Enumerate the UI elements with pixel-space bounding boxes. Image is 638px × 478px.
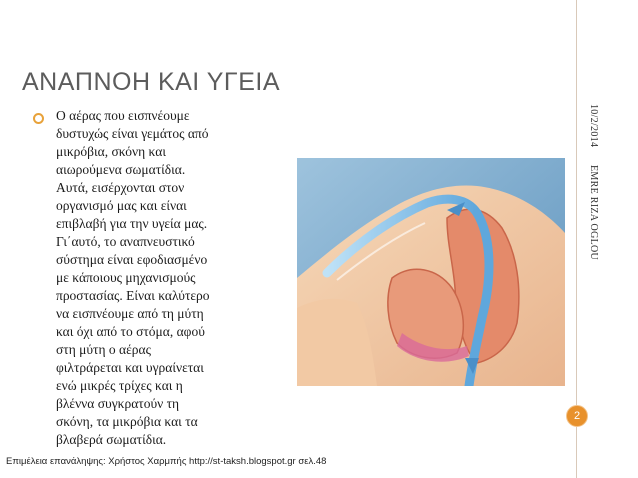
bullet-line: μικρόβια, σκόνη και — [56, 144, 166, 159]
bullet-line: ενώ μικρές τρίχες και η — [56, 378, 183, 393]
bullet-line: προστασίας. Είναι καλύτερο — [56, 288, 210, 303]
bullet-line: οργανισμό μας και είναι — [56, 198, 187, 213]
bullet-line: Ο αέρας που εισπνέουμε — [56, 108, 190, 123]
bullet-line: Αυτά, εισέρχονται στον — [56, 180, 185, 195]
nasal-airway-illustration — [297, 158, 565, 386]
bullet-circle-icon — [33, 113, 44, 124]
bullet-line: Γι΄αυτό, το αναπνευστικό — [56, 234, 195, 249]
slide-date: 10/2/2014 — [588, 104, 599, 148]
bullet-line: επιβλαβή για την υγεία μας. — [56, 216, 208, 231]
bullet-line: με κάποιους μηχανισμούς — [56, 270, 196, 285]
bullet-line: σκόνη, τα μικρόβια και τα — [56, 414, 198, 429]
bullet-line: αιωρούμενα σωματίδια. — [56, 162, 186, 177]
slide-title: ΑΝΑΠΝΟΗ ΚΑΙ ΥΓΕΙΑ — [22, 68, 280, 96]
bullet-line: βλέννα συγκρατούν τη — [56, 396, 180, 411]
page-number-badge: 2 — [566, 405, 588, 427]
bullet-line: βλαβερά σωματίδια. — [56, 432, 167, 447]
bullet-line: σύστημα είναι εφοδιασμένο — [56, 252, 208, 267]
bullet-line: φιλτράρεται και υγραίνεται — [56, 360, 204, 375]
slide-author: EMRE RIZA OGLOU — [588, 165, 599, 261]
bullet-line: δυστυχώς είναι γεμάτος από — [56, 126, 209, 141]
bullet-line: να εισπνέουμε από τη μύτη — [56, 306, 204, 321]
bullet-text — [56, 107, 286, 449]
bullet-line: στη μύτη ο αέρας — [56, 342, 151, 357]
bullet-line: και όχι από το στόμα, αφού — [56, 324, 205, 339]
footer-credit: Επιμέλεια επανάληψης: Χρήστος Χαρμπής http://st-taksh.blogspot.gr σελ.48 — [6, 456, 327, 467]
